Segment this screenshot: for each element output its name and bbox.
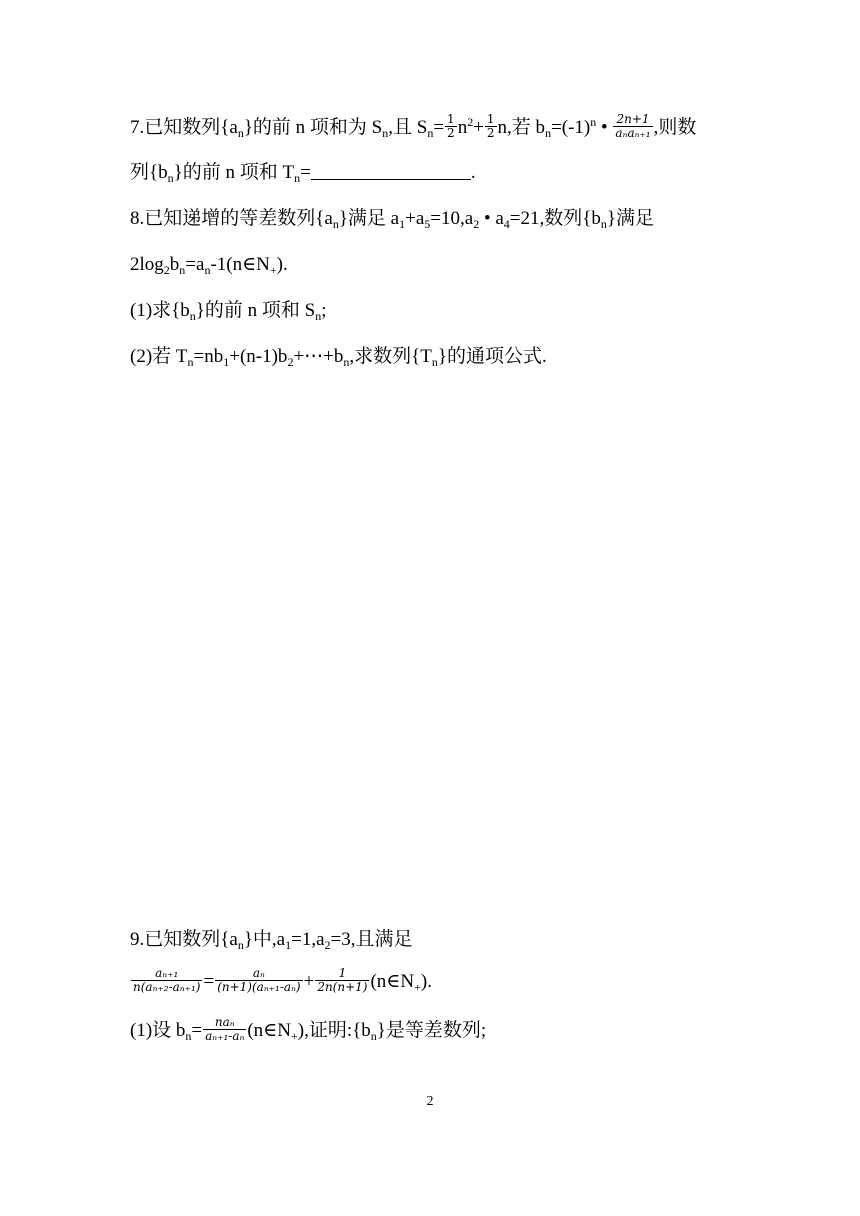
fraction-rhs-2: $\frac{1}{2n(n+1)}$ (317, 966, 368, 994)
fraction-one-half: $\frac{1}{2}$ (447, 112, 455, 140)
q8-line-2: $2\log_2b_n=a_n-1(n\in N_+)$. (130, 254, 288, 277)
q9-part-1: (1)设 $b_n=$ $\frac{\text{naₙ}}{\text{aₙ₊₁-aₙ}}$ $(n\in N_+)$,证明$:\{b_n\}$是等差数列; (130, 1015, 487, 1043)
q9-recurrence: $\frac{\text{aₙ₊₁}}{\text{n(aₙ₊₂-aₙ₊₁)}}$ = $\frac{\text{aₙ}}{\text{(n+1)(aₙ₊₁-aₙ)}}$ + $\frac{1}{2n(n+1)}$ $(n\in N_+)$. (133, 966, 432, 994)
fraction-bn-term: $\frac{2n+1}{\text{aₙaₙ₊₁}}$ (615, 112, 651, 140)
page-number: 2 (426, 1094, 434, 1109)
q7-line-2: 列$\{b_n\}$的前 n 项和 $T_n=$ . (130, 162, 476, 185)
fraction-lhs: $\frac{\text{aₙ₊₁}}{\text{n(aₙ₊₂-aₙ₊₁)}}$ (133, 966, 201, 994)
fraction-bn-definition: $\frac{\text{naₙ}}{\text{aₙ₊₁-aₙ}}$ (205, 1015, 245, 1043)
q8-part-1: (1)求$\{b_n\}$的前 n 项和 $S_n$; (130, 300, 327, 323)
q7-line-1: 7.已知数列$\{a_n\}$的前 n 项和为 $S_n$,且 $S_n=$ $\frac{1}{2}$ $n^2+$ $\frac{1}{2}$ n,若 $b_n=(-1)^n$ • $\frac{2n+1}{\text{aₙaₙ₊₁}}$ ,则数 (130, 112, 697, 140)
q8-part-2: (2)若 $T_n=nb_1+(n-1)b_2+\cdots+b_n$,求数列$\{T_n\}$的通项公式. (130, 346, 547, 369)
q9-line-1: 9.已知数列$\{a_n\}$中$,a_1=1,a_2=3$,且满足 (130, 929, 413, 952)
q8-line-1: 8.已知递增的等差数列$\{a_n\}$满足 $a_1+a_5=10,a_2$ • $a_4=21$,数列$\{b_n\}$满足 (130, 208, 654, 231)
fraction-rhs-1: $\frac{\text{aₙ}}{\text{(n+1)(aₙ₊₁-aₙ)}}$ (217, 966, 301, 994)
fraction-one-half: $\frac{1}{2}$ (486, 112, 495, 140)
answer-blank[interactable] (311, 161, 471, 180)
